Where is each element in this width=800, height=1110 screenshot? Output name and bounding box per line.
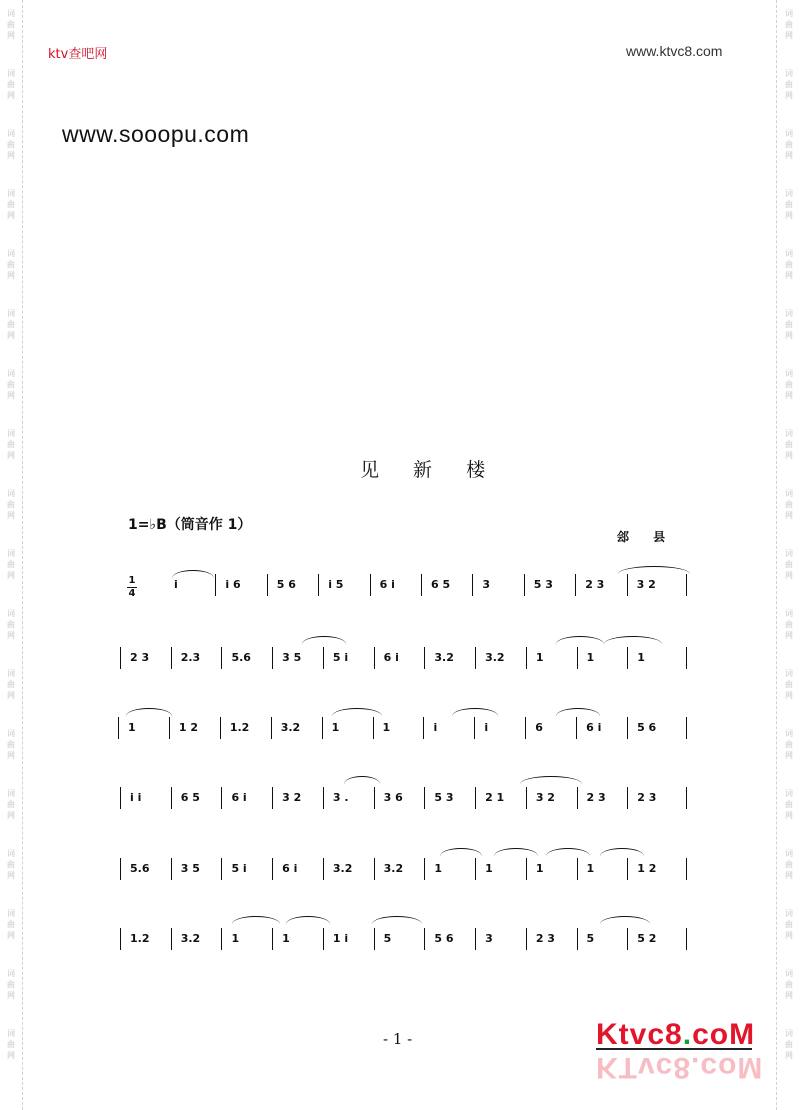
side-watermark-glyph: 网: [785, 511, 793, 520]
side-watermark-glyph: 网: [785, 571, 793, 580]
bar-line: [374, 858, 375, 880]
slur-mark: [618, 566, 690, 574]
side-watermark-glyph: 曲: [7, 320, 15, 329]
side-watermark-glyph: 曲: [7, 920, 15, 929]
score-measure: 3.2: [485, 651, 505, 664]
slur-mark: [232, 916, 280, 924]
side-watermark-glyph: 曲: [785, 260, 793, 269]
side-watermark-glyph: 曲: [785, 140, 793, 149]
score-measure: 5.6: [231, 651, 251, 664]
score-measure: 5 3: [533, 578, 553, 591]
bar-line: [424, 928, 425, 950]
side-watermark-glyph: 词: [7, 669, 15, 678]
side-watermark-glyph: 词: [7, 789, 15, 798]
bar-line: [472, 574, 473, 596]
side-watermark-glyph: 词: [7, 489, 15, 498]
side-watermark-glyph: 词: [7, 9, 15, 18]
bar-line: [323, 787, 324, 809]
bar-line: [169, 717, 170, 739]
side-watermark-glyph: 曲: [785, 440, 793, 449]
side-watermark-glyph: 网: [7, 391, 15, 400]
bar-line: [526, 787, 527, 809]
side-watermark-glyph: 词: [785, 69, 793, 78]
logo-part-k: K: [596, 1018, 619, 1051]
score-measure: i: [484, 721, 489, 734]
score-measure: 1: [331, 721, 340, 734]
side-watermark-glyph: 曲: [785, 500, 793, 509]
side-watermark-glyph: 词: [785, 489, 793, 498]
bar-line: [272, 858, 273, 880]
score-measure: 3.2: [434, 651, 454, 664]
score-measure: 3.2: [383, 862, 404, 875]
side-watermark-glyph: 词: [785, 669, 793, 678]
bar-line: [475, 787, 476, 809]
side-watermark-glyph: 网: [7, 751, 15, 760]
side-watermark-glyph: 曲: [7, 620, 15, 629]
score-measure: 2 1: [485, 791, 505, 804]
side-watermark-glyph: 网: [7, 991, 15, 1000]
score-measure: 3: [482, 578, 491, 591]
logo-part-dot: .: [682, 1018, 693, 1051]
score-measure: 2 3: [586, 791, 606, 804]
side-watermark-glyph: 网: [785, 871, 793, 880]
bar-line: [323, 928, 324, 950]
score-measure: 5: [383, 932, 392, 945]
side-watermark-glyph: 曲: [785, 920, 793, 929]
slur-mark: [604, 636, 662, 644]
song-title: 见 新 楼: [360, 459, 500, 481]
side-watermark-glyph: 词: [7, 849, 15, 858]
bar-line: [120, 928, 121, 950]
bar-line: [577, 647, 578, 669]
score-measure: 1: [535, 862, 544, 875]
bar-line: [424, 647, 425, 669]
side-watermark-glyph: 词: [7, 69, 15, 78]
side-watermark-glyph: 网: [7, 1051, 15, 1060]
side-watermark-glyph: 词: [785, 609, 793, 618]
bar-line: [524, 574, 525, 596]
score-measure: 1: [485, 862, 493, 875]
score-measure: 3 .: [332, 791, 349, 804]
score-measure: 1: [282, 932, 290, 945]
side-watermark-glyph: 网: [785, 931, 793, 940]
score-measure: 5.6: [130, 862, 150, 875]
bar-line-end: [686, 928, 687, 950]
bar-line: [424, 787, 425, 809]
side-watermark-glyph: 网: [7, 931, 15, 940]
side-watermark-glyph: 词: [785, 849, 793, 858]
side-watermark-glyph: 曲: [785, 800, 793, 809]
slur-mark: [556, 636, 604, 644]
key-signature: 1=♭B（筒音作 1）: [128, 517, 252, 533]
side-watermark-glyph: 网: [7, 211, 15, 220]
side-watermark-glyph: 曲: [785, 740, 793, 749]
score-measure: 2 3: [535, 932, 555, 945]
score-measure: 6 i: [586, 721, 602, 734]
side-watermark-glyph: 词: [785, 969, 793, 978]
bar-line: [221, 787, 222, 809]
side-watermark-glyph: 词: [7, 549, 15, 558]
side-watermark-glyph: 网: [7, 31, 15, 40]
side-watermark-glyph: 词: [7, 609, 15, 618]
bar-line: [120, 858, 121, 880]
side-watermark-glyph: 词: [785, 1029, 793, 1038]
bar-line: [171, 787, 172, 809]
side-watermark-glyph: 网: [785, 811, 793, 820]
bar-line: [577, 928, 578, 950]
side-watermark-glyph: 网: [785, 31, 793, 40]
side-watermark-glyph: 词: [785, 429, 793, 438]
score-measure: 5 i: [231, 862, 247, 875]
bar-line: [215, 574, 216, 596]
bar-line: [627, 717, 628, 739]
side-watermark-glyph: 网: [785, 91, 793, 100]
side-watermark-glyph: 网: [785, 391, 793, 400]
side-watermark-glyph: 曲: [7, 800, 15, 809]
side-watermark-glyph: 词: [7, 309, 15, 318]
side-watermark-glyph: 词: [785, 549, 793, 558]
bar-line: [271, 717, 272, 739]
song-origin: 郐 县: [617, 530, 676, 544]
bar-line: [267, 574, 268, 596]
side-watermark-glyph: 曲: [7, 200, 15, 209]
score-measure: 6 i: [282, 862, 298, 875]
bar-line: [525, 717, 526, 739]
score-measure: 5: [586, 932, 595, 945]
bar-line: [374, 647, 375, 669]
slur-mark: [126, 708, 172, 716]
score-measure: i 5: [328, 578, 344, 591]
side-watermark-glyph: 曲: [785, 680, 793, 689]
slur-mark: [556, 708, 600, 716]
score-measure: 3.2: [332, 862, 353, 875]
score-measure: 3 2: [636, 578, 656, 591]
side-watermark-glyph: 曲: [785, 380, 793, 389]
side-watermark-glyph: 网: [7, 271, 15, 280]
side-watermark-glyph: 曲: [785, 860, 793, 869]
bar-line: [424, 858, 425, 880]
side-watermark-glyph: 网: [7, 571, 15, 580]
side-watermark-glyph: 网: [7, 811, 15, 820]
slur-mark: [332, 708, 382, 716]
bar-line: [118, 717, 119, 739]
side-watermark-glyph: 网: [785, 211, 793, 220]
side-watermark-glyph: 词: [785, 129, 793, 138]
side-watermark-glyph: 网: [7, 151, 15, 160]
side-watermark-glyph: 词: [7, 729, 15, 738]
side-watermark-glyph: 曲: [7, 80, 15, 89]
score-measure: 3 5: [180, 862, 200, 875]
score-measure: 1.2: [130, 932, 150, 945]
score-measure: 6 i: [383, 651, 399, 664]
ktvc8-logo[interactable]: [596, 1018, 755, 1052]
side-watermark-glyph: 曲: [7, 260, 15, 269]
score-measure: 6 i: [379, 578, 395, 591]
score-measure: 6 i: [231, 791, 247, 804]
bar-line: [171, 647, 172, 669]
slur-mark: [520, 776, 582, 784]
side-watermark-glyph: 曲: [785, 1040, 793, 1049]
slur-mark: [494, 848, 538, 856]
side-watermark-glyph: 网: [785, 1051, 793, 1060]
side-watermark-glyph: 词: [7, 249, 15, 258]
score-measure: 2 3: [130, 651, 150, 664]
bar-line: [374, 928, 375, 950]
score-measure: 5 3: [434, 791, 454, 804]
side-watermark-glyph: 曲: [7, 380, 15, 389]
bar-line: [323, 858, 324, 880]
score-measure: 6: [535, 721, 543, 734]
side-watermark-glyph: 曲: [7, 740, 15, 749]
side-watermark-glyph: 曲: [785, 560, 793, 569]
side-watermark-glyph: 网: [7, 871, 15, 880]
side-watermark-glyph: 词: [7, 189, 15, 198]
bar-line: [323, 647, 324, 669]
bar-line: [474, 717, 475, 739]
side-watermark-glyph: 词: [785, 729, 793, 738]
logo-part-tvc8: tvc8: [618, 1018, 683, 1051]
header-site-name[interactable]: ktv查吧网: [48, 47, 108, 62]
side-watermark-glyph: 网: [785, 631, 793, 640]
score-measure: 5 2: [637, 932, 657, 945]
score-measure: 3 2: [282, 791, 302, 804]
bar-line: [318, 574, 319, 596]
score-measure: i: [433, 721, 438, 734]
score-measure: 3.2: [280, 721, 301, 734]
bar-line: [221, 928, 222, 950]
bar-line: [627, 787, 628, 809]
logo-reflection: KTvc8.coM: [596, 1051, 764, 1084]
bar-line: [475, 928, 476, 950]
logo-part-com: coM: [692, 1018, 756, 1051]
side-watermark-glyph: 曲: [785, 980, 793, 989]
side-watermark-glyph: 网: [7, 631, 15, 640]
side-watermark-glyph: 词: [7, 129, 15, 138]
bar-line: [171, 928, 172, 950]
score-measure: 3.2: [180, 932, 201, 945]
side-watermark-glyph: 词: [7, 429, 15, 438]
bar-line: [322, 717, 323, 739]
side-watermark-glyph: 词: [785, 309, 793, 318]
side-watermark-glyph: 词: [7, 909, 15, 918]
side-watermark-glyph: 网: [785, 751, 793, 760]
score-measure: 1: [231, 932, 240, 945]
slur-mark: [452, 708, 498, 716]
side-watermark-glyph: 曲: [7, 980, 15, 989]
bar-line-end: [686, 647, 687, 669]
score-measure: 1: [128, 721, 136, 734]
score-measure: 2 3: [585, 578, 605, 591]
bar-line-end: [686, 858, 687, 880]
side-watermark-glyph: 网: [785, 331, 793, 340]
bar-line: [475, 647, 476, 669]
score-measure: 1 2: [637, 862, 657, 875]
side-watermark-glyph: 网: [7, 511, 15, 520]
score-measure: 6 5: [180, 791, 200, 804]
slur-mark: [286, 916, 330, 924]
score-measure: 6 5: [431, 578, 451, 591]
slur-mark: [344, 776, 380, 784]
header-site-url[interactable]: www.ktvc8.com: [626, 43, 723, 59]
slur-mark: [600, 916, 650, 924]
score-measure: 1: [535, 651, 544, 664]
side-watermark-glyph: 网: [785, 451, 793, 460]
side-watermark-glyph: 网: [785, 271, 793, 280]
side-watermark-glyph: 曲: [7, 140, 15, 149]
bar-line: [577, 858, 578, 880]
score-measure: 5 i: [332, 651, 349, 664]
score-measure: i i: [130, 791, 142, 804]
time-signature-bottom: 4: [128, 588, 136, 599]
score-measure: 1 2: [178, 721, 199, 734]
side-watermark-glyph: 曲: [785, 620, 793, 629]
bar-line: [220, 717, 221, 739]
score-measure: i 6: [225, 578, 241, 591]
side-watermark-glyph: 词: [785, 189, 793, 198]
side-watermark-glyph: 曲: [7, 20, 15, 29]
bar-line: [221, 858, 222, 880]
page-number: - 1 -: [383, 1030, 413, 1048]
score-measure: 1.2: [229, 721, 250, 734]
slur-mark: [546, 848, 590, 856]
score-measure: 1: [382, 721, 391, 734]
side-watermark-glyph: 曲: [7, 440, 15, 449]
bar-line: [577, 787, 578, 809]
slur-mark: [172, 570, 214, 578]
slur-mark: [440, 848, 482, 856]
score-measure: 1: [434, 862, 443, 875]
bar-line: [526, 928, 527, 950]
side-watermark-glyph: 曲: [785, 80, 793, 89]
side-watermark-glyph: 曲: [785, 320, 793, 329]
bar-line: [423, 717, 424, 739]
bar-line: [627, 574, 628, 596]
score-measure: i: [174, 578, 178, 591]
side-watermark-glyph: 词: [7, 369, 15, 378]
side-watermark-glyph: 词: [7, 1029, 15, 1038]
score-measure: 1: [586, 651, 595, 664]
side-watermark-glyph: 网: [7, 691, 15, 700]
side-watermark-glyph: 曲: [7, 560, 15, 569]
slur-mark: [302, 636, 346, 644]
bar-line: [171, 858, 172, 880]
score-measure: 3 5: [282, 651, 302, 664]
bar-line: [627, 928, 628, 950]
slur-mark: [600, 848, 644, 856]
bar-line: [373, 717, 374, 739]
side-watermark-glyph: 词: [785, 909, 793, 918]
side-watermark-glyph: 曲: [7, 680, 15, 689]
side-watermark-glyph: 网: [785, 691, 793, 700]
bar-line: [221, 647, 222, 669]
source-url: www.sooopu.com: [62, 121, 250, 147]
side-watermark-glyph: 网: [7, 451, 15, 460]
side-watermark-glyph: 曲: [7, 1040, 15, 1049]
score-measure: 1: [586, 862, 595, 875]
bar-line: [370, 574, 371, 596]
bar-line: [421, 574, 422, 596]
bar-line-end: [686, 717, 687, 739]
score-measure: 2 3: [637, 791, 657, 804]
bar-line-end: [686, 574, 687, 596]
time-signature-top: 1: [128, 575, 136, 586]
score-measure: 1 i: [332, 932, 349, 945]
side-watermark-glyph: 词: [785, 249, 793, 258]
score-measure: 5 6: [276, 578, 296, 591]
side-watermark-glyph: 曲: [7, 500, 15, 509]
bar-line: [526, 858, 527, 880]
side-watermark-glyph: 网: [785, 991, 793, 1000]
score-measure: 3: [485, 932, 493, 945]
score-measure: 1: [637, 651, 645, 664]
bar-line: [627, 647, 628, 669]
score-measure: 3 2: [535, 791, 555, 804]
side-watermark-glyph: 网: [7, 331, 15, 340]
score-measure: 3 6: [383, 791, 403, 804]
bar-line: [272, 928, 273, 950]
bar-line-end: [686, 787, 687, 809]
side-watermark-glyph: 词: [785, 9, 793, 18]
score-measure: 5 6: [637, 721, 657, 734]
side-watermark-glyph: 曲: [785, 20, 793, 29]
bar-line: [575, 574, 576, 596]
side-watermark-glyph: 词: [785, 789, 793, 798]
side-watermark-glyph: 词: [7, 969, 15, 978]
bar-line: [526, 647, 527, 669]
bar-line: [576, 717, 577, 739]
side-watermark-glyph: 网: [785, 151, 793, 160]
bar-line: [120, 647, 121, 669]
bar-line: [374, 787, 375, 809]
score-measure: 2.3: [180, 651, 201, 664]
bar-line: [272, 647, 273, 669]
bar-line: [120, 787, 121, 809]
bar-line: [627, 858, 628, 880]
side-watermark-glyph: 曲: [7, 860, 15, 869]
score-measure: 5 6: [434, 932, 454, 945]
bar-line: [272, 787, 273, 809]
side-watermark-glyph: 曲: [785, 200, 793, 209]
side-watermark-glyph: 词: [785, 369, 793, 378]
bar-line: [475, 858, 476, 880]
slur-mark: [372, 916, 422, 924]
side-watermark-glyph: 网: [7, 91, 15, 100]
